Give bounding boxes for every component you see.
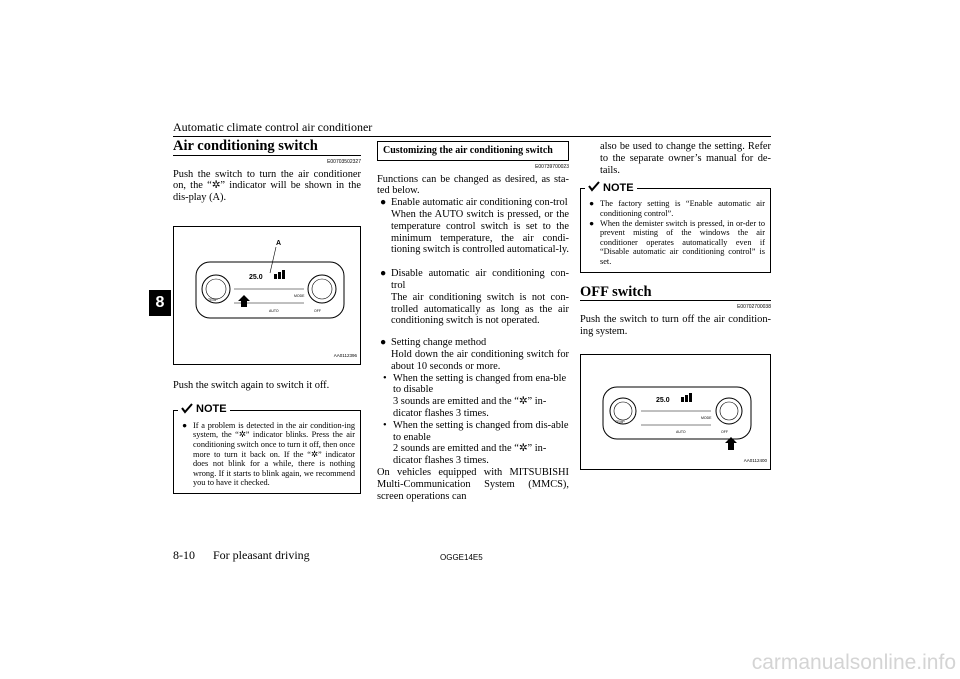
note-item: ● The factory setting is “Enable automatic air conditioning control”. [589,199,765,218]
temp-label: TEMP [615,419,625,424]
section-code: E00703502327 [327,158,361,165]
list-item-body: Hold down the air conditioning switch for about 10 seconds or more. [391,348,569,372]
sub-list-item-body: 2 sounds are emitted and the “✲” in-dicator flashes 3 times. [393,443,547,467]
display-temperature: 25.0 [249,273,263,281]
temp-label: TEMP [208,297,218,302]
running-header: Automatic climate control air conditioner [173,120,373,134]
document-code: OGGE14E5 [440,553,483,562]
bullet-icon: ● [589,218,595,228]
note-label: NOTE [178,403,230,418]
paragraph: Functions can be changed as desired, as sta-ted below. [377,173,569,197]
sub-list-item: • When the setting is changed from dis-able to enable [383,419,569,443]
list-item: ● Disable automatic air conditioning con-trol [380,268,569,291]
auto-label: AUTO [269,308,279,313]
watermark: carmanualsonline.info [751,651,956,674]
section-heading-customizing: Customizing the air conditioning switch [377,141,569,161]
list-item-body: When the AUTO switch is pressed, or the temperature control switch is set to the minimum temperature, the air condi-tioning switch is controlled automatical-ly. [391,208,569,256]
fan-icon: ✲ [238,430,246,440]
sub-list-item-body: 3 sounds are emitted and the “✲” in-dicator flashes 3 times. [393,396,547,419]
off-label: OFF [314,308,321,313]
note-item: ● If a problem is detected in the air condition-ing system, the “✲” indicator blinks. Press the air conditioning switch once to turn it off, then once more to turn it back on. If the “✲” indicator does not blink for a while, there is nothing wrong. If it starts to blink again, we recommend you to have it checked. [182,420,355,488]
mode-label: MODE [701,415,712,420]
fan-icon: ✲ [310,449,318,459]
middle-column [377,141,569,502]
callout-a: A [276,239,282,247]
mode-label: MODE [294,293,305,298]
fan-icon: ✲ [518,443,528,455]
note-label: NOTE [585,181,637,196]
list-item: ● Enable automatic air conditioning con-trol [380,197,568,209]
left-column [173,138,361,494]
climate-panel-illustration [581,355,770,467]
off-label: OFF [721,429,728,434]
figure-code: AA0112396 [333,353,357,359]
header-rule [173,136,771,137]
bullet-icon: ● [182,420,188,430]
sub-list-item: • When the setting is changed from ena-ble to disable [383,372,567,396]
right-column [580,141,771,470]
note-box [173,403,361,494]
figure-panel-1 [173,226,361,365]
page-number: 8-10 [173,548,195,562]
chapter-tab: 8 [149,290,171,316]
check-hand-icon [181,403,193,418]
note-box [580,181,771,272]
footer-section-title: For pleasant driving [213,548,310,562]
bullet-icon: ● [380,268,387,280]
figure-code: AA0112400 [743,457,767,463]
fan-icon: ✲ [211,180,221,192]
section-code: E00739700023 [535,163,569,170]
fan-icon: ✲ [518,396,528,408]
list-item-body: The air conditioning switch is not con-trolled automatically as long as the air conditioning switch is not operated. [391,291,569,327]
check-hand-icon [588,181,600,196]
display-temperature: 25.0 [656,396,670,404]
section-code: E00702700038 [737,304,771,311]
section-heading-off-switch: OFF switch [580,287,771,302]
climate-panel-illustration [174,227,360,362]
bullet-icon: ● [380,197,387,209]
paragraph: Push the switch to turn the air conditioner on, the “✲” indicator will be shown in the dis-play (A). [173,168,361,204]
auto-label: AUTO [676,429,686,434]
list-item: ● Setting change method [380,337,487,349]
note-item: ● When the demister switch is pressed, in or-der to prevent misting of the windows the air conditioner operates automatically even if “Disable automatic air conditioning control” is set. [589,218,765,266]
paragraph: also be used to change the setting. Refer to the separate owner’s manual for de-tails. [600,141,771,176]
paragraph: On vehicles equipped with MITSUBISHI Multi-Communication System (MMCS), screen operations can [377,466,569,502]
paragraph: Push the switch again to switch it off. [173,379,330,391]
bullet-icon: ● [589,199,595,209]
paragraph: Push the switch to turn off the air condition-ing system. [580,314,771,337]
figure-panel-2 [580,354,771,470]
section-heading-air-conditioning-switch: Air conditioning switch [173,141,361,156]
bullet-icon: ● [380,337,387,349]
